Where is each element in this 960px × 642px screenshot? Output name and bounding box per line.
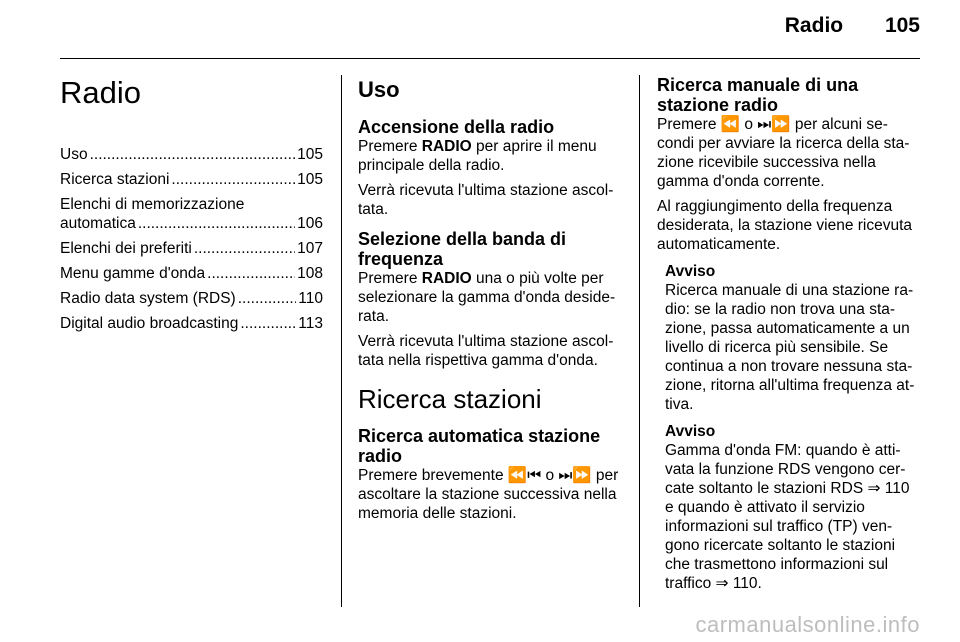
content-column-3 bbox=[657, 75, 920, 599]
watermark: carmanualsonline.info bbox=[695, 612, 920, 637]
toc-entry[interactable] bbox=[60, 170, 323, 189]
toc-entry-label: automatica bbox=[60, 215, 136, 232]
toc-entry[interactable] bbox=[60, 145, 323, 164]
heading-ricerca-stazioni: Ricerca stazioni bbox=[358, 384, 542, 414]
note-text: Gamma d'onda FM: quando è atti-vata la funzione RDS vengono cer-cate soltanto le stazioni RDS ⇒ 110 e quando è attivato il servizio informazioni sul traffico (TP) ven-gono ricercate soltanto le stazioni che trasmettono informazioni sul traffico ⇒ 110. bbox=[665, 442, 910, 592]
paragraph: Verrà ricevuta l'ultima stazione ascol-tata. bbox=[358, 182, 614, 218]
toc-leader-dots bbox=[90, 145, 296, 164]
column-divider bbox=[341, 75, 342, 607]
toc-page-number: 105 bbox=[297, 171, 323, 188]
page-header bbox=[785, 14, 920, 38]
header-rule bbox=[60, 58, 920, 59]
table-of-contents bbox=[60, 145, 323, 333]
heading-accensione: Accensione della radio bbox=[358, 117, 555, 137]
toc-entry[interactable] bbox=[60, 239, 323, 258]
paragraph: Premere ⏪ o ⏭⏩ per alcuni se-condi per avviare la ricerca della sta-zione ricevibile successiva nella gamma d'onda corrente. bbox=[657, 116, 910, 190]
toc-page-number: 113 bbox=[298, 315, 323, 332]
toc-page-number: 106 bbox=[297, 215, 323, 232]
toc-entry[interactable] bbox=[60, 264, 323, 283]
toc-page-number: 108 bbox=[297, 265, 323, 282]
toc-entry-label: Ricerca stazioni bbox=[60, 171, 170, 188]
toc-page-number: 105 bbox=[297, 146, 323, 163]
toc-entry[interactable] bbox=[60, 195, 323, 233]
toc-entry[interactable] bbox=[60, 314, 323, 333]
note-label: Avviso bbox=[665, 423, 716, 440]
toc-leader-dots bbox=[171, 170, 295, 189]
toc-entry-label: Elenchi dei preferiti bbox=[60, 240, 192, 257]
paragraph: Premere RADIO una o più volte per selezionare la gamma d'onda deside-rata. bbox=[358, 270, 616, 325]
toc-leader-dots bbox=[194, 239, 295, 258]
header-section: Radio bbox=[784, 14, 844, 37]
toc-page-number: 107 bbox=[297, 240, 323, 257]
note-label: Avviso bbox=[665, 263, 716, 280]
heading-selezione: Selezione della banda di frequenza bbox=[358, 229, 567, 269]
heading-uso: Uso bbox=[358, 77, 400, 102]
toc-entry-label: Elenchi di memorizzazione bbox=[60, 196, 245, 213]
content-column-2 bbox=[358, 75, 622, 529]
toc-entry-label: Uso bbox=[60, 146, 88, 163]
toc-entry-label: Digital audio broadcasting bbox=[60, 315, 239, 332]
toc-column bbox=[60, 75, 323, 339]
toc-leader-dots bbox=[138, 214, 295, 233]
paragraph: Al raggiungimento della frequenza desiderata, la stazione viene ricevuta automaticamente. bbox=[657, 198, 913, 253]
note-box bbox=[665, 262, 920, 414]
page-number: 105 bbox=[884, 14, 920, 37]
paragraph: Verrà ricevuta l'ultima stazione ascol-tata nella rispettiva gamma d'onda. bbox=[358, 333, 614, 369]
note-box bbox=[665, 422, 920, 593]
heading-ricerca-automatica: Ricerca automatica stazione radio bbox=[358, 426, 601, 466]
column-divider bbox=[639, 75, 640, 607]
radio-button-label: RADIO bbox=[421, 138, 472, 155]
paragraph: Premere RADIO per aprire il menu principale della radio. bbox=[358, 138, 597, 174]
paragraph: Premere brevemente ⏪⏮ o ⏭⏩ per ascoltare la stazione successiva nella memoria delle stazioni. bbox=[358, 467, 619, 522]
radio-button-label: RADIO bbox=[421, 270, 472, 287]
toc-leader-dots bbox=[207, 264, 295, 283]
chapter-title: Radio bbox=[60, 75, 141, 110]
note-text: Ricerca manuale di una stazione ra-dio: se la radio non trova una sta-zione, passa automaticamente a un livello di ricerca più sensibile. Se continua a non trovare nessuna sta-zione, ritorna all'ultima frequenza at-tiva. bbox=[665, 282, 915, 413]
toc-entry-label: Radio data system (RDS) bbox=[60, 290, 236, 307]
toc-entry[interactable] bbox=[60, 289, 323, 308]
toc-entry-label: Menu gamme d'onda bbox=[60, 265, 206, 282]
toc-leader-dots bbox=[238, 289, 297, 308]
heading-ricerca-manuale: Ricerca manuale di una stazione radio bbox=[657, 75, 859, 115]
toc-page-number: 110 bbox=[298, 290, 323, 307]
toc-leader-dots bbox=[240, 314, 296, 333]
